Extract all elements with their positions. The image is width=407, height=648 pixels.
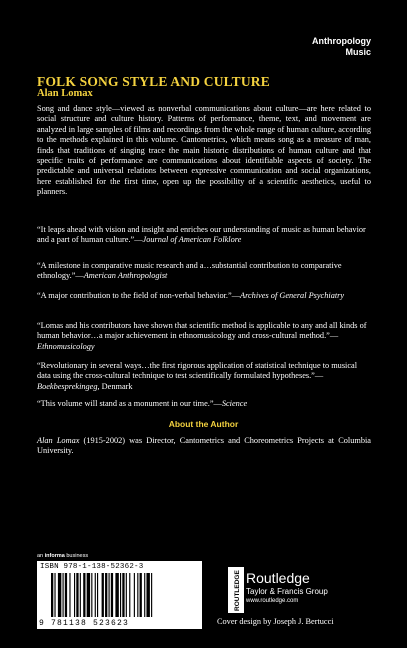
publisher-group: Taylor & Francis Group [246,587,328,596]
review-3 [37,291,371,301]
routledge-logo-text: ROUTLEDGE [234,570,241,611]
review-text: “Lomas and his contributors have shown that scientific method is applicable to any and all kinds of human behavior…a major achievement in ethnomusicology and cross-cultural method.”— [37,321,367,341]
review-source: Ethnomusicology [37,341,95,351]
review-5 [37,361,371,392]
author-name: Alan Lomax [37,436,80,445]
review-6 [37,399,371,409]
review-source: Journal of American Folklore [142,235,242,245]
informa-business-line [37,553,88,559]
review-text: “Revolutionary in several ways…the first rigorous application of statistical technique to musical data using the cross-cultural technique to test scientifically formulated hypotheses.”— [37,361,358,381]
review-4 [37,321,371,352]
book-description: Song and dance style—viewed as nonverbal communications about culture—are here related to social structure and culture history. Patterns of performance, theme, text, and movement are analyzed in large samples of films and recordings from the whole range of human culture, according to the methods explained in this volume. Cantometrics, which means song as a measure of man, finds that traditions of singing trace the main historic distributions of human culture and that specific traits of performance are communications about identifiable aspects of society. The predictable and universal relations between expressive communication and social organizations, here established for the first time, open up the possibility of a scientific aesthetics, useful to planners. [37,104,371,197]
review-source: Science [221,399,248,408]
publisher-url[interactable]: www.routledge.com [246,598,299,604]
review-source: Archives of General Psychiatry [240,291,345,300]
isbn-number: ISBN 978-1-138-52362-3 [40,563,144,571]
review-1 [37,225,371,246]
isbn-barcode [37,561,202,629]
review-text: “This volume will stand as a monument in our time.”— [37,399,222,408]
informa-suffix: business [64,553,89,559]
author-bio: (1915-2002) was Director, Cantometrics and Choreometrics Projects at Columbia University. [37,436,371,456]
review-text: “A major contribution to the field of non-verbal behavior.”— [37,291,240,300]
review-source: American Anthropologist [83,271,168,281]
review-text: “It leaps ahead with vision and insight and enriches our understanding of music as human behavior and a part of human culture.”— [37,225,366,245]
book-author: Alan Lomax [37,88,93,99]
barcode-digits: 9 781138 523623 [39,619,130,628]
review-text: “A milestone in comparative music research and a…substantial contribution to comparative ethnology.”— [37,261,342,281]
informa-brand: informa [44,553,65,559]
review-suffix: , Denmark [97,381,133,391]
publisher-name: Routledge [246,570,310,586]
book-title: FOLK SONG STYLE AND CULTURE [37,74,270,89]
cover-design-credit: Cover design by Joseph J. Bertucci [217,617,334,626]
about-author-text [37,436,371,457]
barcode-bars [51,573,199,617]
review-2 [37,261,371,282]
review-source: Boekbesprekingeg [37,381,98,391]
routledge-logo-icon [228,567,244,613]
informa-prefix: an [37,553,45,559]
about-author-heading: About the Author [168,419,239,429]
category-music: Music [345,47,371,57]
category-anthropology: Anthropology [312,36,371,46]
